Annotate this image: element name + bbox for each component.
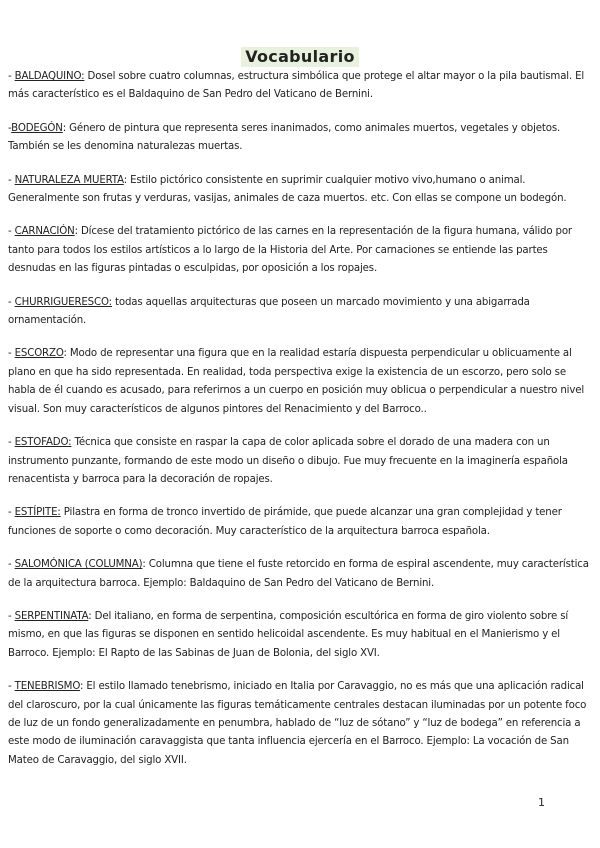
entry-prefix: -: [8, 122, 12, 134]
vocabulary-entry: [8, 68, 594, 105]
vocabulary-entry: [8, 556, 594, 593]
entry-definition: Técnica que consiste en raspar la capa de color aplicada sobre el dorado de una madera con un instrumento punzante, formando de este modo un diseño o dibujo. Fue muy frecuente en la imaginería española renacentista y barroca para la decoración de ropajes.: [8, 437, 568, 485]
entry-definition: : Modo de representar una figura que en la realidad estaría dispuesta perpendicular u oblicuamente al plano en que ha sido representada. En realidad, toda perspectiva exige la existencia de un escorzo, pero solo se habla de él cuando es acusado, para referirnos a un cuerpo en posición muy oblicua o perpendicular a nuestro nivel visual. Son muy característicos de algunos pintores del Renacimiento y del Barroco..: [8, 348, 584, 415]
vocabulary-entry: [8, 608, 594, 663]
vocabulary-entry: [8, 678, 594, 770]
entry-definition: todas aquellas arquitecturas que poseen un marcado movimiento y una abigarrada ornamentación.: [8, 296, 530, 327]
entry-definition: : Género de pintura que representa seres inanimados, como animales muertos, vegetales y objetos. También se les denomina naturalezas muertas.: [8, 122, 561, 153]
entry-term: SALOMÓNICA (COLUMNA): [14, 559, 143, 571]
entry-term: CHURRIGUERESCO:: [14, 296, 112, 308]
entry-prefix: -: [8, 226, 15, 238]
entry-term: CARNACIÓN: [14, 226, 75, 238]
entry-term: SERPENTINATA: [14, 610, 89, 622]
vocabulary-entry: [8, 223, 594, 278]
vocabulary-entry: [8, 172, 594, 209]
entry-definition: : Estilo pictórico consistente en suprimir cualquier motivo vivo,humano o animal. Generalmente son frutas y verduras, vasijas, animales de caza muertos. etc. Con ellas se compone un bodegón.: [8, 174, 567, 205]
entry-term: TENEBRISMO: [14, 681, 81, 693]
entry-term: ESTÍPITE:: [14, 507, 61, 519]
entry-term: BODEGÓN: [11, 122, 63, 134]
entry-definition: : Columna que tiene el fuste retorcido en forma de espiral ascendente, muy característica de la arquitectura barroca. Ejemplo: Baldaquino de San Pedro del Vaticano de Bernini.: [8, 559, 589, 589]
entry-prefix: -: [8, 610, 15, 622]
vocabulary-entry: [8, 294, 594, 331]
entry-definition: Dosel sobre cuatro columnas, estructura simbólica que protege el altar mayor o la pila bautismal. El más característico es el Baldaquino de San Pedro del Vaticano de Bernini.: [8, 71, 585, 101]
entry-prefix: -: [8, 437, 15, 449]
vocabulary-entry: [8, 120, 594, 157]
entry-term: ESCORZO: [14, 348, 64, 360]
entry-prefix: -: [8, 348, 15, 360]
title-wrap: [0, 47, 600, 69]
vocabulary-list: [8, 68, 594, 785]
entry-definition: : Dícese del tratamiento pictórico de las carnes en la representación de la figura humana, válido por tanto para todos los estilos artísticos a lo largo de la Historia del Arte. Por carnaciones se entiende las partes desnudas en las figuras pintadas o esculpidas, por oposición a los ropajes.: [8, 226, 572, 275]
page-number: 1: [538, 796, 545, 809]
entry-prefix: -: [8, 71, 15, 82]
entry-prefix: -: [8, 559, 15, 571]
entry-term: ESTOFADO:: [14, 437, 72, 449]
entry-prefix: -: [8, 296, 15, 308]
entry-prefix: -: [8, 174, 15, 186]
vocabulary-entry: [8, 504, 594, 541]
entry-definition: : Del italiano, en forma de serpentina, composición escultórica en forma de giro violento sobre sí mismo, en que las figuras se disponen en sentido helicoidal ascendente. Es muy habitual en el Manierismo y el Barroco. Ejemplo: El Rapto de las Sabinas de Juan de Bolonia, del siglo XVI.: [8, 610, 569, 659]
entry-definition: Pilastra en forma de tronco invertido de pirámide, que puede alcanzar una gran complejidad y tener funciones de soporte o como decoración. Muy característico de la arquitectura barroca española.: [8, 507, 562, 537]
entry-prefix: -: [8, 681, 15, 693]
entry-prefix: -: [8, 507, 15, 519]
entry-term: NATURALEZA MUERTA: [14, 174, 124, 186]
vocabulary-entry: [8, 434, 594, 489]
vocabulary-entry: [8, 345, 594, 419]
page-title: Vocabulario: [241, 47, 359, 67]
entry-term: BALDAQUINO:: [14, 71, 85, 82]
entry-definition: : El estilo llamado tenebrismo, iniciado en Italia por Caravaggio, no es más que una aplicación radical del claroscuro, por la cual únicamente las figuras temáticamente centrales destacan iluminadas por un potente foco de luz de un fondo generalizadamente en penumbra, hablado de “luz de sótano” y “luz de bodega” en referencia a este modo de iluminación caravaggista que tanta influencia ejercería en el Barroco. Ejemplo: La vocación de San Mateo de Caravaggio, del siglo XVII.: [8, 681, 587, 766]
